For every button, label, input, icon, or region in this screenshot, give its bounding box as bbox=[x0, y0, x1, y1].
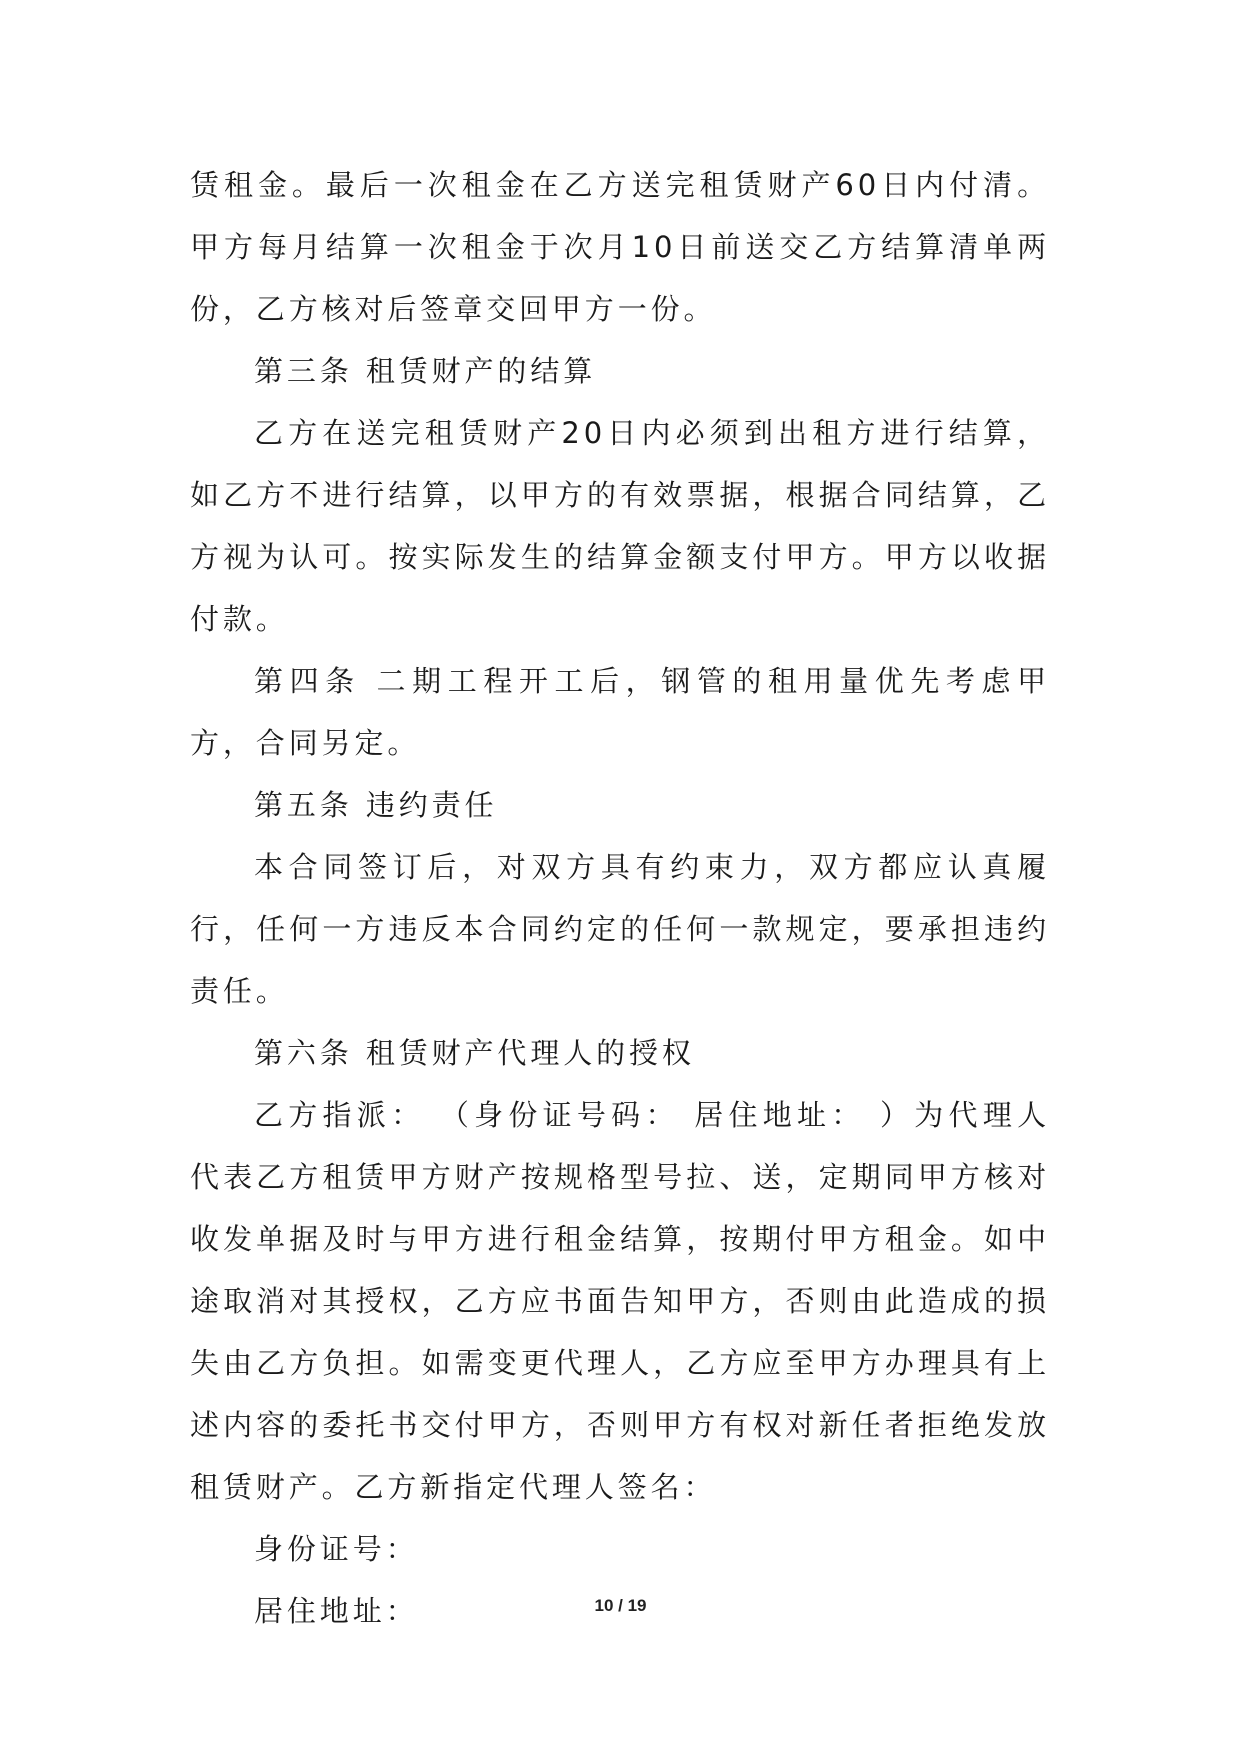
paragraph-rent-payment-continued: 赁租金。最后一次租金在乙方送完租赁财产60日内付清。甲方每月结算一次租金于次月10日前送交乙方结算清单两份，乙方核对后签章交回甲方一份。 bbox=[190, 168, 1050, 326]
article-6-body: 乙方指派： （身份证号码： 居住地址： ）为代理人代表乙方租赁甲方财产按规格型号拉、送，定期同甲方核对收发单据及时与甲方进行租金结算，按期付甲方租金。如中途取消对其授权，乙方应书面告知甲方，否则由此造成的损失由乙方负担。如需变更代理人，乙方应至甲方办理具有上述内容的委托书交付甲方，否则甲方有权对新任者拒绝发放租赁财产。乙方新指定代理人签名： bbox=[190, 1098, 1050, 1504]
address-field: 居住地址： bbox=[254, 1594, 419, 1628]
article-3-body: 乙方在送完租赁财产20日内必须到出租方进行结算，如乙方不进行结算，以甲方的有效票据，根据合同结算，乙方视为认可。按实际发生的结算金额支付甲方。甲方以收据付款。 bbox=[190, 416, 1050, 636]
article-5-body: 本合同签订后，对双方具有约束力，双方都应认真履行，任何一方违反本合同约定的任何一款规定，要承担违约责任。 bbox=[190, 850, 1050, 1008]
document-body bbox=[190, 154, 1050, 1642]
article-4-text: 第四条 二期工程开工后，钢管的租用量优先考虑甲方，合同另定。 bbox=[190, 664, 1050, 760]
article-6-heading: 第六条 租赁财产代理人的授权 bbox=[254, 1036, 695, 1070]
page-number: 10 / 19 bbox=[594, 1596, 647, 1615]
article-3-heading: 第三条 租赁财产的结算 bbox=[254, 354, 597, 388]
article-5-heading: 第五条 违约责任 bbox=[254, 788, 498, 822]
id-number-field: 身份证号： bbox=[254, 1532, 419, 1566]
